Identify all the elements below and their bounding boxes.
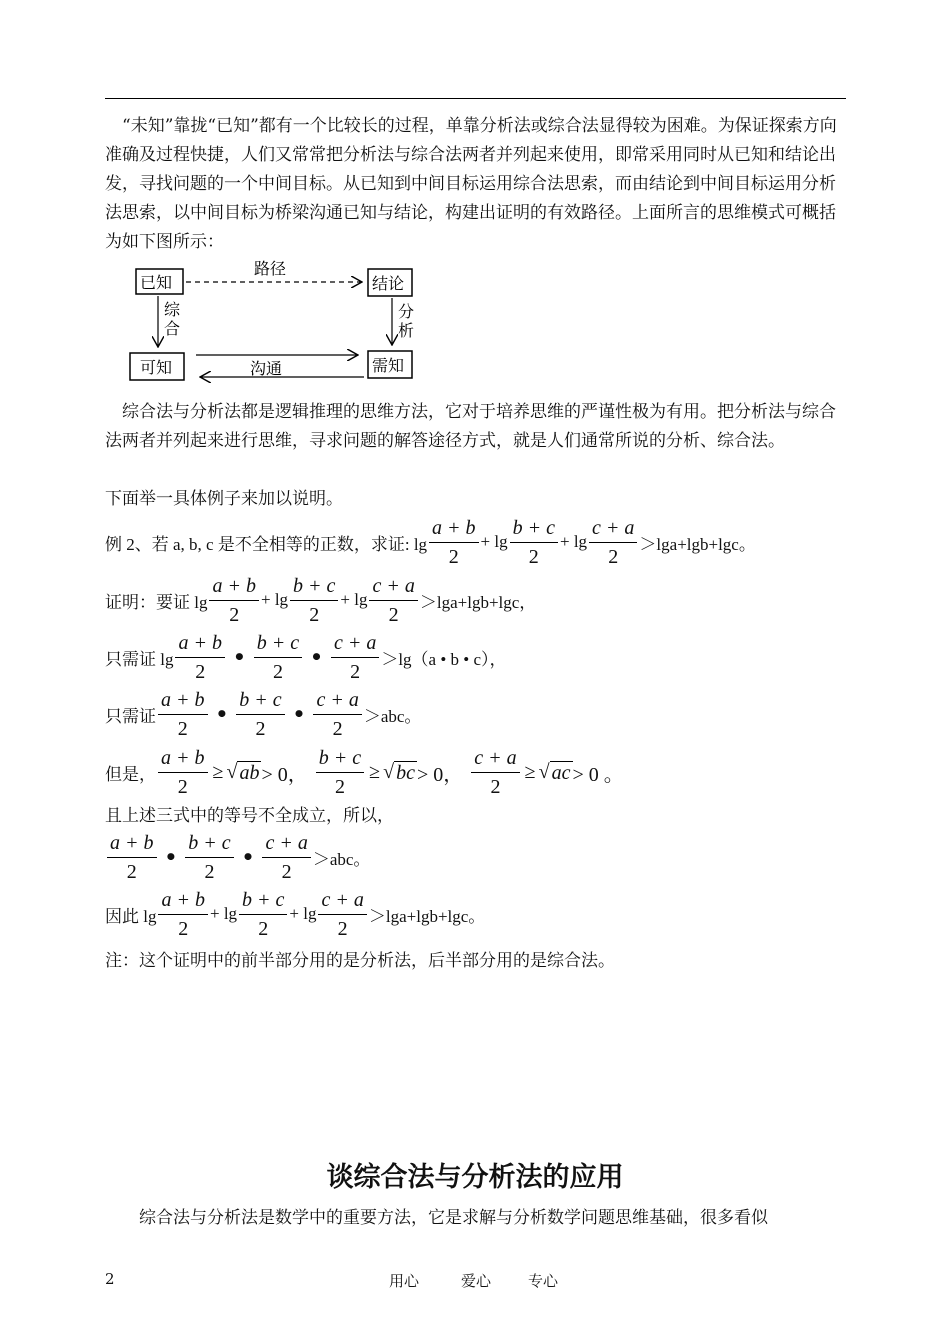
fraction (369, 574, 417, 627)
fraction (316, 746, 364, 799)
fraction (589, 516, 637, 569)
fraction (471, 746, 519, 799)
numerator: b + c (316, 746, 364, 773)
inequality-tail: ＞lga+lgb+lgc。 (368, 906, 486, 926)
denominator: 2 (608, 545, 619, 568)
analysis-label-1: 分 (398, 302, 415, 321)
denominator: 2 (255, 717, 266, 740)
numerator: c + a (318, 888, 366, 915)
known-label: 已知 (140, 273, 173, 292)
numerator: c + a (589, 516, 637, 543)
denominator: 2 (490, 775, 501, 798)
but-prefix: 但是， (105, 764, 156, 784)
numerator: b + c (236, 688, 284, 715)
inequality-tail: ＞lga+lgb+lgc， (419, 592, 537, 612)
denominator: 2 (332, 717, 343, 740)
product-dot: • (232, 645, 246, 669)
fraction (239, 888, 287, 941)
denominator: 2 (204, 860, 215, 883)
numerator: c + a (369, 574, 417, 601)
thinking-diagram (122, 255, 422, 390)
note-text: 注：这个证明中的前半部分用的是分析法，后半部分用的是综合法。 (105, 950, 615, 970)
fraction (318, 888, 366, 941)
denominator: 2 (195, 660, 206, 683)
numerator: a + b (175, 631, 225, 658)
footer-motto-1: 用心 (389, 1272, 420, 1290)
note-line (105, 943, 615, 973)
denominator: 2 (334, 775, 345, 798)
footer-motto-2: 爱心 (461, 1272, 492, 1290)
denominator: 2 (178, 917, 189, 940)
denominator: 2 (177, 717, 188, 740)
gt-zero: > 0， (261, 763, 308, 786)
fraction (158, 888, 208, 941)
analysis-label-2: 析 (398, 321, 415, 340)
last-paragraph: 综合法与分析法是数学中的重要方法，它是求解与分析数学问题思维基础，很多看似 (139, 1208, 768, 1228)
fraction (158, 746, 208, 799)
fraction (313, 688, 361, 741)
numerator: b + c (254, 631, 302, 658)
numerator: c + a (262, 831, 310, 858)
numerator: a + b (209, 574, 259, 601)
numerator: a + b (429, 516, 479, 543)
inequality-tail: ＞lga+lgb+lgc。 (639, 534, 756, 554)
numerator: a + b (158, 888, 208, 915)
fraction (236, 688, 284, 741)
gt-zero: > 0， (416, 763, 464, 786)
plus-lg: + lg (480, 532, 508, 551)
plus-lg: + lg (209, 904, 238, 923)
ge-sign: ≥ (524, 760, 536, 783)
denominator: 2 (229, 603, 240, 626)
need-prefix: 只需证 lg (105, 649, 174, 669)
but-line (105, 746, 624, 798)
denominator: 2 (272, 660, 283, 683)
header-rule (105, 98, 846, 99)
paragraph-2: 综合法与分析法都是逻辑推理的思维方法，它对于培养思维的严谨性极为有用。把分析法与综合法两者并列起来进行思维，寻求问题的解答途径方式，就是人们通常所说的分析、综合法。 (105, 402, 836, 451)
sqrt-ab (226, 761, 261, 784)
section-title: 谈综合法与分析法的应用 (326, 1162, 624, 1193)
denominator: 2 (281, 860, 292, 883)
page-number: 2 (105, 1270, 115, 1288)
ge-sign: ≥ (369, 760, 381, 783)
numerator: c + a (471, 746, 519, 773)
radicand: ac (551, 761, 571, 784)
connect-label: 沟通 (250, 359, 283, 378)
product-dot: • (241, 845, 255, 869)
denominator: 2 (528, 545, 539, 568)
synthesis-label-2: 合 (164, 319, 181, 338)
radicand: bc (396, 761, 415, 784)
fraction (331, 631, 379, 684)
and-text: 且上述三式中的等号不全成立，所以， (105, 805, 394, 825)
synthesis-label-1: 综 (164, 300, 181, 319)
sqrt-sign: √ (226, 760, 238, 783)
sqrt-sign: √ (538, 760, 550, 783)
fraction (290, 574, 338, 627)
denominator: 2 (350, 660, 361, 683)
plus-lg: + lg (559, 532, 588, 551)
numerator: b + c (185, 831, 233, 858)
need-line-1 (105, 631, 507, 683)
therefore-line (105, 888, 486, 940)
plus-lg: + lg (260, 590, 289, 609)
fraction (175, 631, 225, 684)
ge-sign: ≥ (212, 760, 224, 783)
numerator: b + c (239, 888, 287, 915)
result-line (105, 831, 371, 883)
numerator: b + c (290, 574, 338, 601)
inequality-tail: ＞lg（a • b • c）， (381, 649, 507, 669)
sqrt-bc (383, 761, 417, 784)
denominator: 2 (309, 603, 320, 626)
need2-prefix: 只需证 (105, 706, 156, 726)
fraction (254, 631, 302, 684)
denominator: 2 (388, 603, 399, 626)
need-line-2 (105, 688, 422, 740)
fraction (107, 831, 157, 884)
plus-lg: + lg (289, 904, 317, 923)
product-dot: • (292, 702, 306, 726)
plus-lg: + lg (340, 590, 368, 609)
example-prefix: 例 2、若 a, b, c 是不全相等的正数，求证: lg (105, 534, 428, 554)
product-dot: • (310, 645, 323, 669)
numerator: c + a (331, 631, 379, 658)
sqrt-sign: √ (383, 760, 395, 783)
paragraph-3: 下面举一具体例子来加以说明。 (105, 489, 343, 509)
product-dot: • (164, 845, 178, 869)
proof-prefix: 证明：要证 lg (105, 592, 208, 612)
fraction (158, 688, 208, 741)
product-dot: • (215, 702, 229, 726)
path-label: 路径 (254, 259, 287, 278)
numerator: c + a (313, 688, 361, 715)
denominator: 2 (337, 917, 348, 940)
needknow-label: 需知 (372, 356, 405, 375)
inequality-tail: ＞abc。 (363, 706, 422, 726)
radicand: ab (239, 761, 260, 784)
sqrt-ac (539, 761, 573, 784)
therefore-prefix: 因此 lg (105, 906, 157, 926)
inequality-tail: ＞abc。 (312, 849, 371, 869)
gt-zero: > 0 。 (572, 763, 624, 786)
fraction (209, 574, 259, 627)
denominator: 2 (126, 860, 137, 883)
and-line (105, 798, 394, 828)
fraction (510, 516, 558, 569)
fraction (262, 831, 310, 884)
example-line (105, 516, 756, 568)
denominator: 2 (448, 545, 459, 568)
fraction (429, 516, 479, 569)
denominator: 2 (258, 917, 269, 940)
numerator: b + c (510, 516, 558, 543)
knowable-label: 可知 (140, 358, 173, 377)
intro-paragraph: “未知”靠拢“已知”都有一个比较长的过程，单靠分析法或综合法显得较为困难。为保证探索方向准确及过程快捷，人们又常常把分析法与综合法两者并列起来使用，即常采用同时从已知和结论出发，寻找问题的一个中间目标。从已知到中间目标运用综合法思索，而由结论到中间目标运用分析法思索，以中间目标为桥梁沟通已知与结论，构建出证明的有效路径。上面所言的思维模式可概括为如下图所示： (105, 116, 837, 252)
numerator: a + b (158, 688, 208, 715)
footer-motto-3: 专心 (528, 1272, 559, 1290)
proof-line (105, 574, 537, 626)
numerator: a + b (107, 831, 157, 858)
denominator: 2 (177, 775, 188, 798)
numerator: a + b (158, 746, 208, 773)
conclusion-label: 结论 (372, 274, 405, 293)
fraction (185, 831, 233, 884)
